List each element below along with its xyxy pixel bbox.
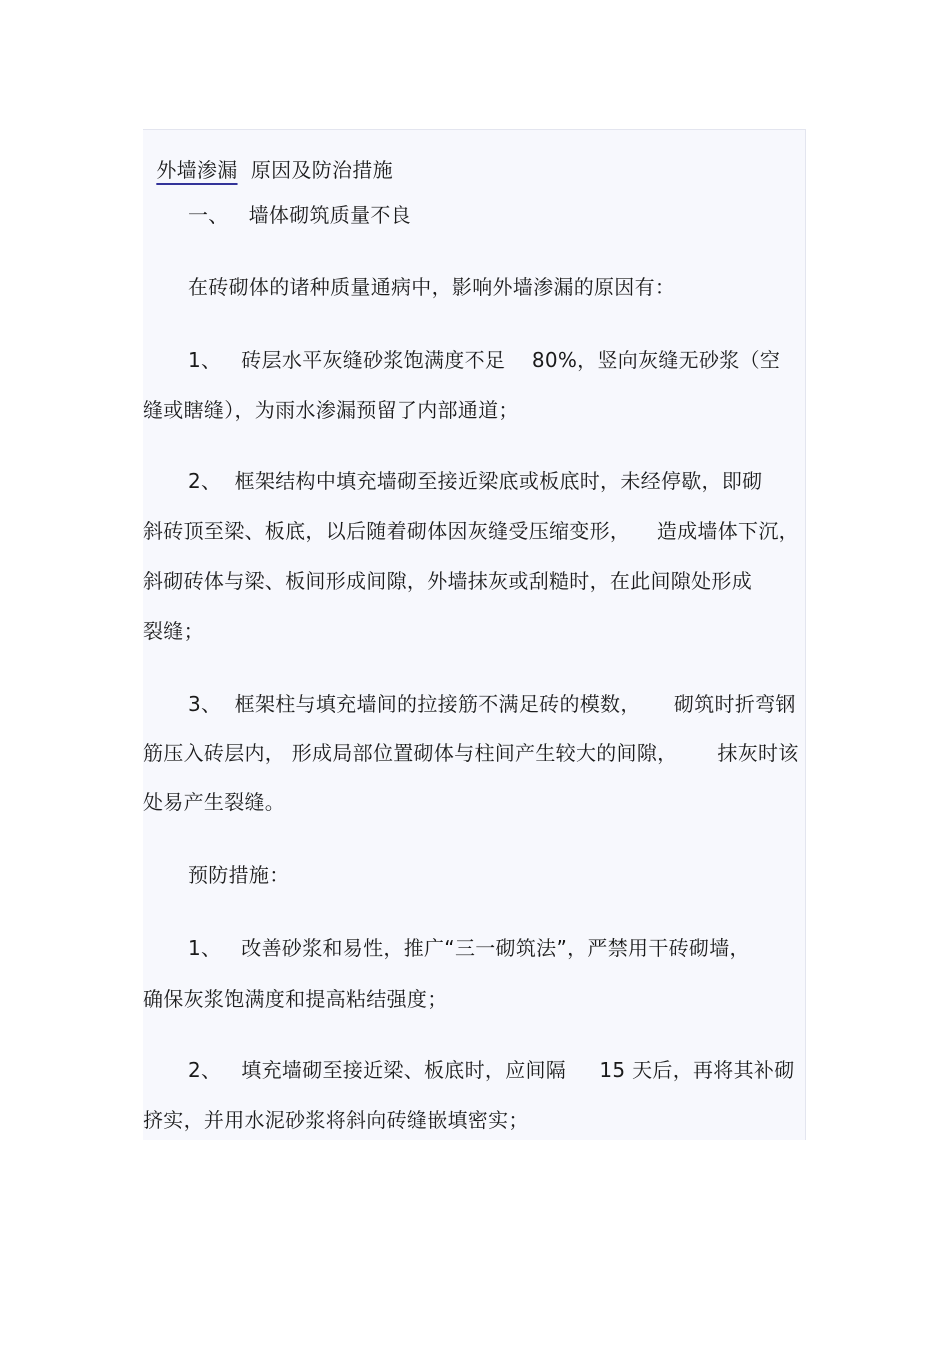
paragraph-line: 2、 填充墙砌至接近梁、板底时，应间隔 15 天后，再将其补砌 xyxy=(188,1058,795,1082)
section-heading: 一、 墙体砌筑质量不良 xyxy=(188,203,411,227)
paragraph-line: 斜砖顶至梁、板底，以后随着砌体因灰缝受压缩变形， 造成墙体下沉， xyxy=(143,519,799,543)
paragraph-line: 3、 框架柱与填充墙间的拉接筋不满足砖的模数， 砌筑时折弯钢 xyxy=(188,692,796,716)
document-title xyxy=(143,128,393,184)
paragraph-line: 筋压入砖层内， 形成局部位置砌体与柱间产生较大的间隙， 抹灰时该 xyxy=(143,741,799,765)
paragraph-line: 确保灰浆饱满度和提高粘结强度； xyxy=(143,987,448,1011)
section-heading: 预防措施： xyxy=(188,863,290,887)
paragraph-line: 裂缝； xyxy=(143,619,204,643)
title-text: 原因及防治措施 xyxy=(237,158,393,182)
paragraph-line: 1、 改善砂浆和易性，推广“三一砌筑法”，严禁用干砖砌墙， xyxy=(188,936,750,960)
paragraph-line: 斜砌砖体与梁、板间形成间隙，外墙抹灰或刮糙时，在此间隙处形成 xyxy=(143,569,752,593)
title-link[interactable]: 外墙渗漏 xyxy=(156,158,238,182)
paragraph-line: 1、 砖层水平灰缝砂浆饱满度不足 80%，竖向灰缝无砂浆（空 xyxy=(188,348,781,372)
paragraph-line: 挤实，并用水泥砂浆将斜向砖缝嵌填密实； xyxy=(143,1108,529,1132)
paragraph-line: 缝或瞎缝），为雨水渗漏预留了内部通道； xyxy=(143,398,519,422)
paragraph-line: 2、 框架结构中填充墙砌至接近梁底或板底时，未经停歇，即砌 xyxy=(188,469,763,493)
paragraph-line: 在砖砌体的诸种质量通病中，影响外墙渗漏的原因有： xyxy=(188,275,676,299)
paragraph-line: 处易产生裂缝。 xyxy=(143,790,286,814)
